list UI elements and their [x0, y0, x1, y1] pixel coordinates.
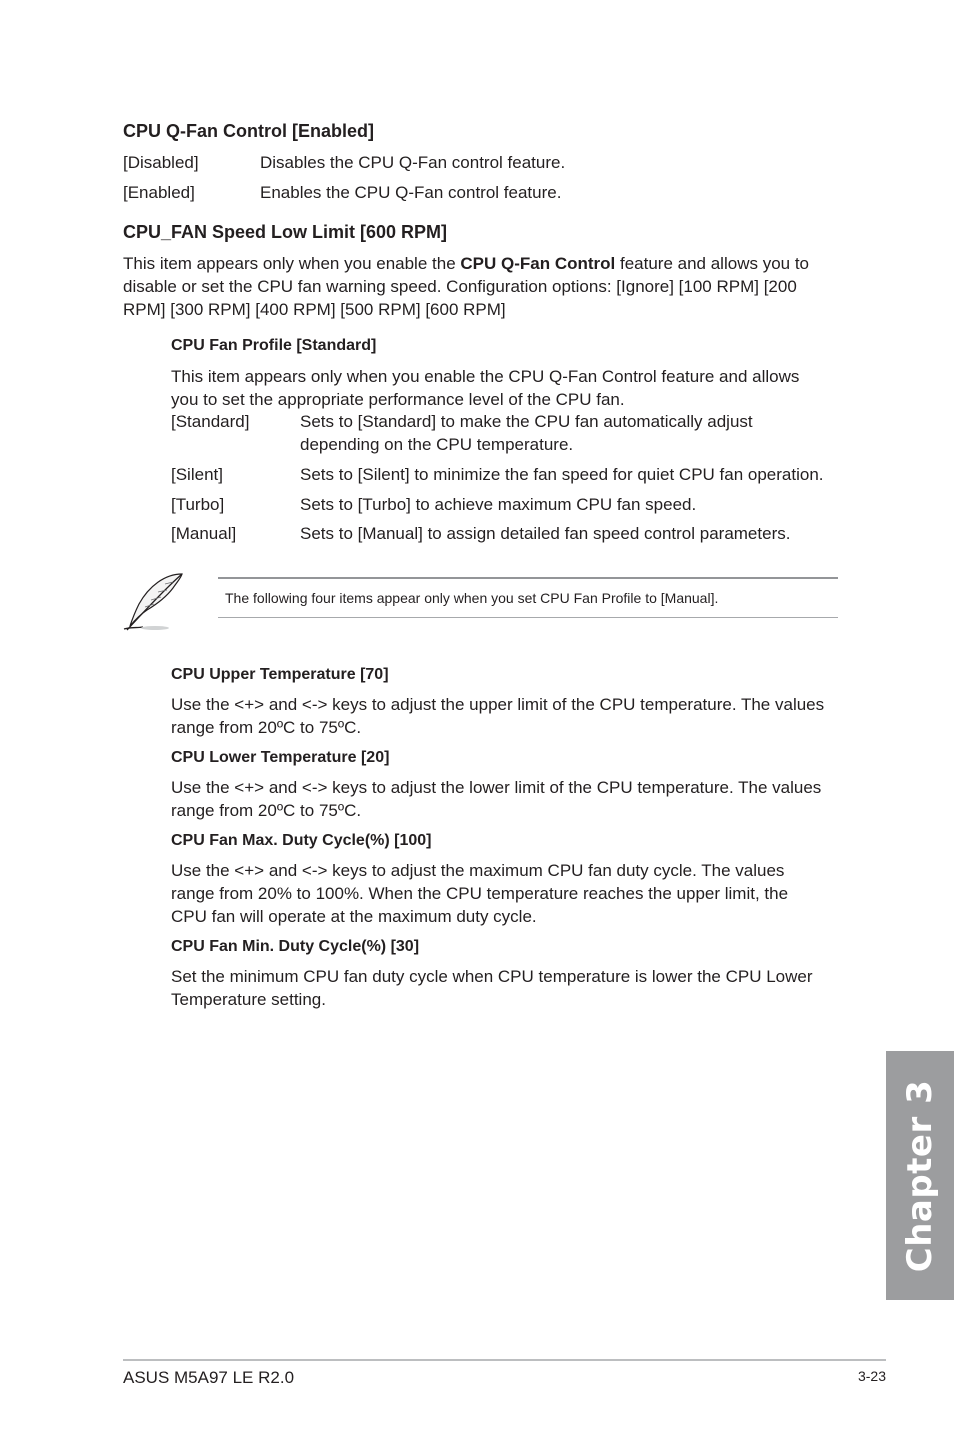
para-line: range from 20% to 100%. When the CPU temperature reaches the upper limit, the — [171, 884, 789, 903]
option-term-disabled: [Disabled] — [123, 153, 199, 172]
paragraph-max-duty — [171, 859, 851, 928]
option-desc-manual: Sets to [Manual] to assign detailed fan speed control parameters. — [300, 524, 791, 543]
subsection-heading-min-duty: CPU Fan Min. Duty Cycle(%) [30] — [171, 938, 420, 955]
para-line: CPU fan will operate at the maximum duty cycle. — [171, 907, 537, 926]
para-text: feature and allows you to — [615, 254, 809, 273]
option-desc-silent: Sets to [Silent] to minimize the fan speed for quiet CPU fan operation. — [300, 465, 824, 484]
note-text: The following four items appear only when you set CPU Fan Profile to [Manual]. — [225, 590, 719, 606]
desc-line: Sets to [Standard] to make the CPU fan automatically adjust — [300, 412, 753, 431]
subsection-heading-fan-profile: CPU Fan Profile [Standard] — [171, 337, 377, 354]
paragraph-upper-temp — [171, 693, 851, 739]
para-line: Set the minimum CPU fan duty cycle when CPU temperature is lower the CPU Lower — [171, 967, 813, 986]
para-line: disable or set the CPU fan warning speed. Configuration options: [Ignore] [100 RPM] [200 — [123, 277, 797, 296]
option-desc-disabled: Disables the CPU Q-Fan control feature. — [260, 153, 566, 172]
para-line: range from 20ºC to 75ºC. — [171, 718, 362, 737]
para-text: This item appears only when you enable the — [123, 254, 461, 273]
section-heading-qfan-control: CPU Q-Fan Control [Enabled] — [123, 121, 374, 141]
note-divider-top — [218, 577, 838, 579]
desc-line: depending on the CPU temperature. — [300, 435, 574, 454]
option-term-turbo: [Turbo] — [171, 495, 225, 514]
para-line: Use the <+> and <-> keys to adjust the maximum CPU fan duty cycle. The values — [171, 861, 785, 880]
option-term-enabled: [Enabled] — [123, 183, 195, 202]
paragraph-lower-temp — [171, 776, 851, 822]
chapter-tab — [886, 1051, 954, 1300]
note-divider-bottom — [218, 617, 838, 618]
paragraph-fan-profile — [171, 365, 851, 411]
para-line: This item appears only when you enable the CPU Q-Fan Control feature and allows — [171, 367, 800, 386]
chapter-tab-label: Chapter 3 — [900, 1079, 940, 1272]
option-term-manual: [Manual] — [171, 524, 237, 543]
paragraph-fan-speed-low-limit — [123, 252, 843, 321]
footer-product-name: ASUS M5A97 LE R2.0 — [123, 1368, 295, 1387]
para-line: Temperature setting. — [171, 990, 326, 1009]
para-line: range from 20ºC to 75ºC. — [171, 801, 362, 820]
option-desc-standard — [300, 410, 753, 456]
subsection-heading-upper-temp: CPU Upper Temperature [70] — [171, 666, 389, 683]
para-line: Use the <+> and <-> keys to adjust the upper limit of the CPU temperature. The values — [171, 695, 825, 714]
option-desc-turbo: Sets to [Turbo] to achieve maximum CPU fan speed. — [300, 495, 697, 514]
option-desc-enabled: Enables the CPU Q-Fan control feature. — [260, 183, 562, 202]
footer-page-number: 3-23 — [857, 1368, 886, 1384]
option-term-standard: [Standard] — [171, 412, 250, 431]
para-line: Use the <+> and <-> keys to adjust the lower limit of the CPU temperature. The values — [171, 778, 822, 797]
feather-quill-icon — [121, 570, 187, 634]
option-term-silent: [Silent] — [171, 465, 223, 484]
subsection-heading-max-duty: CPU Fan Max. Duty Cycle(%) [100] — [171, 832, 432, 849]
para-line: RPM] [300 RPM] [400 RPM] [500 RPM] [600 RPM] — [123, 300, 506, 319]
paragraph-min-duty — [171, 965, 851, 1011]
para-bold-term: CPU Q-Fan Control — [460, 254, 616, 273]
section-heading-fan-speed-low-limit: CPU_FAN Speed Low Limit [600 RPM] — [123, 222, 448, 242]
para-line: you to set the appropriate performance level of the CPU fan. — [171, 390, 625, 409]
footer-divider — [123, 1359, 886, 1361]
subsection-heading-lower-temp: CPU Lower Temperature [20] — [171, 749, 390, 766]
